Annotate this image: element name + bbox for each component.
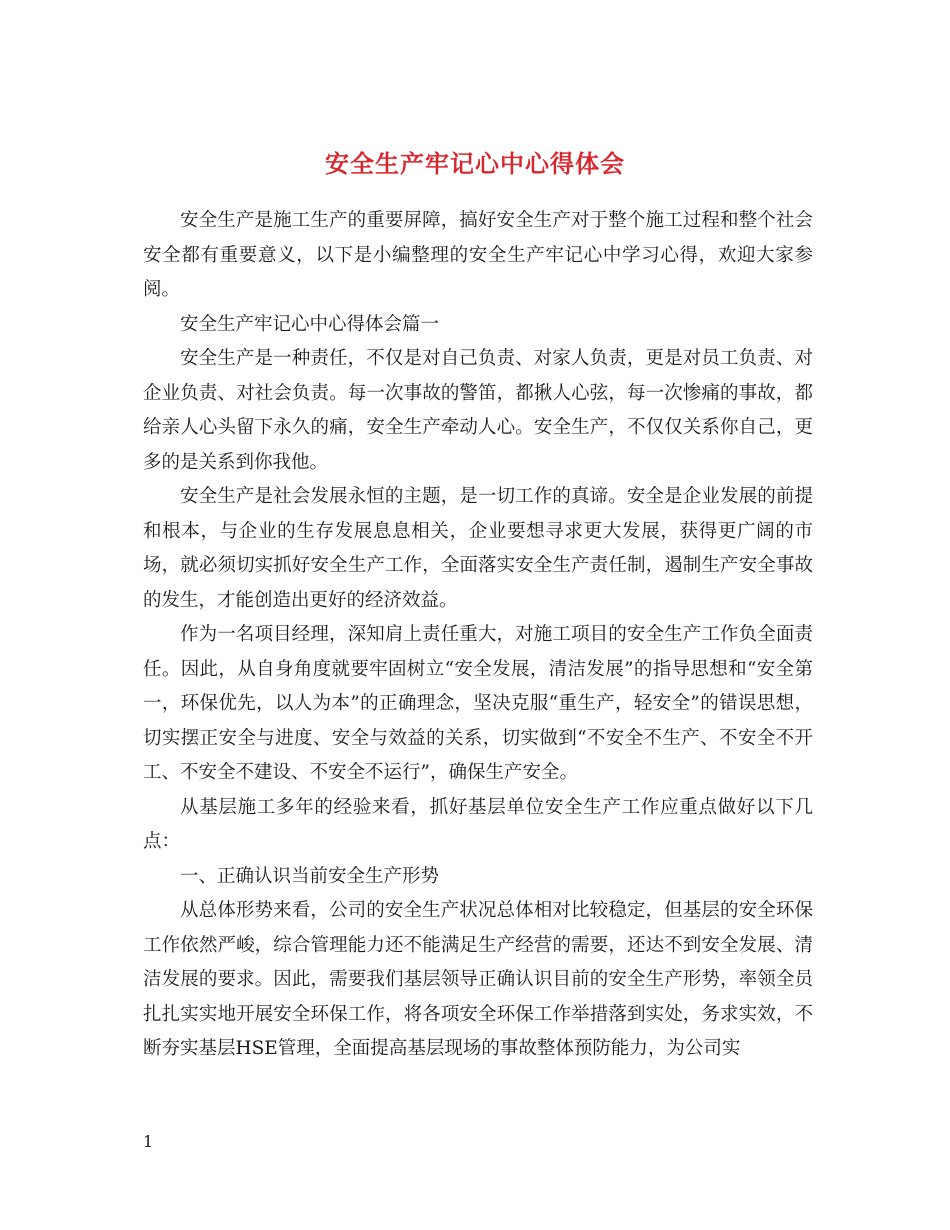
paragraph-experience: 从基层施工多年的经验来看，抓好基层单位安全生产工作应重点做好以下几点： [143,796,813,852]
paragraph-project-manager: 作为一名项目经理，深知肩上责任重大，对施工项目的安全生产工作负全面责任。因此，从自身角度就要牢固树立“安全发展，清洁发展”的指导思想和“安全第一，环保优先，以人为本”的正确理念，坚决克服“重生产，轻安全”的错误思想，切实摆正安全与进度、安全与效益的关系，切实做到“不安全不生产、不安全不开工、不安全不建设、不安全不运行”，确保生产安全。 [143,624,813,783]
document-body [143,204,813,1067]
paragraph-intro: 安全生产是施工生产的重要屏障，搞好安全生产对于整个施工过程和整个社会安全都有重要意义，以下是小编整理的安全生产牢记心中学习心得，欢迎大家参阅。 [143,210,813,300]
page-number: 1 [143,1132,154,1151]
paragraph-responsibility: 安全生产是一种责任，不仅是对自己负责、对家人负责，更是对员工负责、对企业负责、对社会负责。每一次事故的警笛，都揪人心弦，每一次惨痛的事故，都给亲人心头留下永久的痛，安全生产牵动人心。安全生产，不仅仅关系你自己，更多的是关系到你我他。 [143,348,813,473]
section-heading-situation: 一、正确认识当前安全生产形势 [180,865,440,887]
section-heading-part-one: 安全生产牢记心中心得体会篇一 [180,313,440,335]
paragraph-eternal-theme: 安全生产是社会发展永恒的主题，是一切工作的真谛。安全是企业发展的前提和根本，与企业的生存发展息息相关，企业要想寻求更大发展，获得更广阔的市场，就必须切实抓好安全生产工作，全面落实安全生产责任制，遏制生产安全事故的发生，才能创造出更好的经济效益。 [143,486,813,611]
paragraph-overall-situation: 从总体形势来看，公司的安全生产状况总体相对比较稳定，但基层的安全环保工作依然严峻，综合管理能力还不能满足生产经营的需要，还达不到安全发展、清洁发展的要求。因此，需要我们基层领导正确认识目前的安全生产形势，率领全员扎扎实实地开展安全环保工作，将各项安全环保工作举措落到实处，务求实效，不断夯实基层HSE管理，全面提高基层现场的事故整体预防能力，为公司实 [143,900,813,1059]
document-title: 安全生产牢记心中心得体会 [325,149,625,179]
